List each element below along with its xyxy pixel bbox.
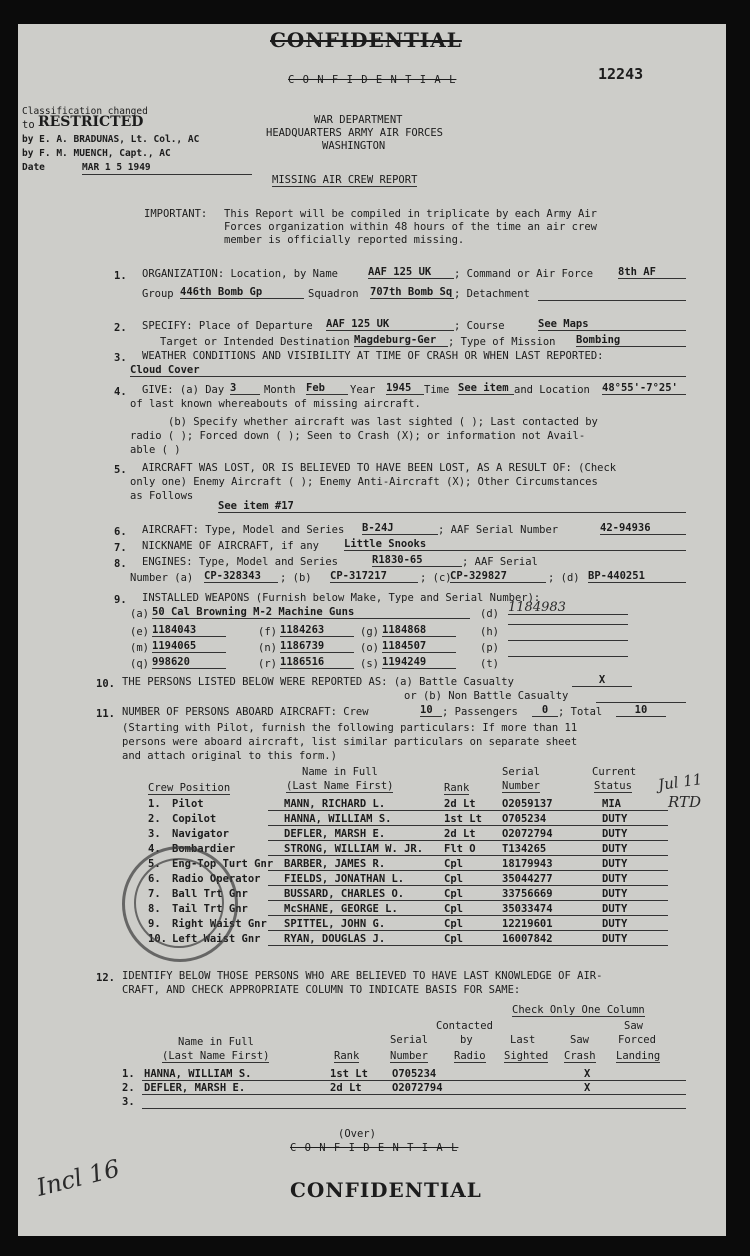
weapon-serial: 1194249 <box>382 656 456 669</box>
handwritten-margin-note: Jul 11 <box>656 770 704 794</box>
crew-status: DUTY <box>602 918 628 930</box>
weapon-slot-label: (g) <box>360 626 379 638</box>
s12-h-radio: Radio <box>454 1050 486 1062</box>
s3-value: Cloud Cover <box>130 364 686 377</box>
crew-name: RYAN, DOUGLAS J. <box>284 933 386 945</box>
s2-target-label: Target or Intended Destination <box>160 336 350 348</box>
crew-serial: O705234 <box>502 813 547 825</box>
s8-aaf-serial-label: ; AAF Serial <box>462 556 538 568</box>
crew-name: SPITTEL, JOHN G. <box>284 918 386 930</box>
crew-rank: 2d Lt <box>444 828 476 840</box>
s1-location: AAF 125 UK <box>368 266 454 279</box>
crew-number: 9. <box>148 918 161 930</box>
s4-line-3: (b) Specify whether aircraft was last sighted ( ); Last contacted by <box>168 416 598 428</box>
crew-name: DEFLER, MARSH E. <box>284 828 386 840</box>
s6-serial: 42-94936 <box>600 522 686 535</box>
s12-h-saw-forced-1: Saw <box>624 1020 643 1032</box>
s9-d-value: 1184983 <box>508 602 628 615</box>
crew-row-rule <box>268 900 668 901</box>
crew-status: DUTY <box>602 858 628 870</box>
crew-serial: 35044277 <box>502 873 553 885</box>
crew-name: BUSSARD, CHARLES O. <box>284 888 405 900</box>
crew-position: Eng-Top Turt Gnr <box>172 858 274 870</box>
witness-rank: 2d Lt <box>330 1082 362 1094</box>
crew-name: McSHANE, GEORGE L. <box>284 903 398 915</box>
weapon-serial: 1184043 <box>152 624 226 637</box>
s9-a-value: 50 Cal Browning M-2 Machine Guns <box>152 606 470 619</box>
s2-mission: Bombing <box>576 334 686 347</box>
crew-status: MIA <box>602 798 621 810</box>
crew-status: DUTY <box>602 828 628 840</box>
confidential-bottom: CONFIDENTIAL <box>290 1178 482 1202</box>
s2-departure: AAF 125 UK <box>326 318 454 331</box>
crew-row-rule <box>268 945 668 946</box>
s12-line-1: IDENTIFY BELOW THOSE PERSONS WHO ARE BELIEVED TO HAVE LAST KNOWLEDGE OF AIR- <box>122 970 603 982</box>
crew-name: HANNA, WILLIAM S. <box>284 813 392 825</box>
washington: WASHINGTON <box>322 140 386 152</box>
witness-serial: O705234 <box>392 1068 437 1080</box>
s5-number: 5. <box>114 464 127 476</box>
s12-h-saw-forced-2: Forced <box>618 1034 656 1046</box>
crew-name: STRONG, WILLIAM W. JR. <box>284 843 424 855</box>
s10-line-2: or (b) Non Battle Casualty <box>404 690 569 702</box>
s12-h-name-2: (Last Name First) <box>162 1050 270 1062</box>
s12-check-one: Check Only One Column <box>512 1004 645 1016</box>
s2-course-label: ; Course <box>454 320 505 332</box>
s9-label: INSTALLED WEAPONS (Furnish below Make, Type and Serial Number): <box>142 592 541 604</box>
s8-label: ENGINES: Type, Model and Series <box>142 556 338 568</box>
s8-engine: R1830-65 <box>372 554 462 567</box>
witness-number: 3. <box>122 1096 135 1108</box>
s12-h-last: Last <box>510 1034 536 1046</box>
weapon-serial: 1194065 <box>152 640 226 653</box>
crew-name: MANN, RICHARD L. <box>284 798 386 810</box>
crew-status: DUTY <box>602 843 628 855</box>
document-page <box>18 24 726 1236</box>
crew-row-rule <box>268 855 668 856</box>
s11-line-3: persons were aboard aircraft, list similar particulars on separate sheet <box>122 736 578 748</box>
crew-number: 4. <box>148 843 161 855</box>
s3-number: 3. <box>114 352 127 364</box>
crew-status: DUTY <box>602 873 628 885</box>
classification-by-2: by F. M. MUENCH, Capt., AC <box>22 148 171 159</box>
crew-header-name-2: (Last Name First) <box>286 780 394 792</box>
s4-line-2: of last known whereabouts of missing aircraft. <box>130 398 421 410</box>
weapon-slot-label: (r) <box>258 658 277 670</box>
s10-nonbattle-line <box>596 702 686 703</box>
s10-line-1: THE PERSONS LISTED BELOW WERE REPORTED AS: (a) Battle Casualty <box>122 676 514 688</box>
s6-number: 6. <box>114 526 127 538</box>
s8-engine-c: CP-329827 <box>450 570 546 583</box>
s12-h-saw: Saw <box>570 1034 589 1046</box>
s10-battle-casualty: X <box>572 674 632 687</box>
s2-number: 2. <box>114 322 127 334</box>
s8-number-label: Number (a) <box>130 572 194 584</box>
s12-h-sighted: Sighted <box>504 1050 549 1062</box>
s1-detachment-label: ; Detachment <box>454 288 530 300</box>
s12-h-name-1: Name in Full <box>178 1036 254 1048</box>
weapon-serial <box>508 656 628 657</box>
crew-number: 1. <box>148 798 161 810</box>
important-line-3: member is officially reported missing. <box>224 234 465 246</box>
important-label: IMPORTANT: <box>144 208 208 220</box>
crew-row-rule <box>268 810 668 811</box>
weapon-serial: 1184263 <box>280 624 354 637</box>
s1-command-label: ; Command or Air Force <box>454 268 594 280</box>
classification-to-label: to <box>22 119 35 131</box>
s11-total-label: ; Total <box>558 706 603 718</box>
weapon-serial: 1186739 <box>280 640 354 653</box>
s6-serial-label: ; AAF Serial Number <box>438 524 559 536</box>
s11-passengers: 0 <box>532 704 558 717</box>
classification-changed: Classification changed <box>22 106 148 117</box>
crew-position: Copilot <box>172 813 217 825</box>
witness-row-rule <box>142 1080 686 1081</box>
s3-label: WEATHER CONDITIONS AND VISIBILITY AT TIME OF CRASH OR WHEN LAST REPORTED: <box>142 350 604 362</box>
crew-row-rule <box>268 930 668 931</box>
weapon-slot-label: (m) <box>130 642 149 654</box>
s4-number: 4. <box>114 386 127 398</box>
crew-number: 5. <box>148 858 161 870</box>
s1-squadron-label: Squadron <box>308 288 359 300</box>
s4-line-5: able ( ) <box>130 444 181 456</box>
crew-serial: 33756669 <box>502 888 553 900</box>
crew-row-rule <box>268 885 668 886</box>
s11-number: 11. <box>96 708 115 720</box>
crew-rank: 1st Lt <box>444 813 482 825</box>
s8-b-label: ; (b) <box>280 572 312 584</box>
s1-group-label: Group <box>142 288 174 300</box>
witness-name: DEFLER, MARSH E. <box>144 1082 246 1094</box>
crew-serial: O2059137 <box>502 798 553 810</box>
s1-group: 446th Bomb Gp <box>180 286 304 299</box>
s4-location: 48°55'-7°25' <box>602 382 686 395</box>
weapon-serial: 1184868 <box>382 624 456 637</box>
s2-departure-label: SPECIFY: Place of Departure <box>142 320 313 332</box>
s8-c-label: ; (c) <box>420 572 452 584</box>
witness-name: HANNA, WILLIAM S. <box>144 1068 252 1080</box>
witness-rank: 1st Lt <box>330 1068 368 1080</box>
s1-command: 8th AF <box>618 266 686 279</box>
s9-number: 9. <box>114 594 127 606</box>
weapon-slot-label: (p) <box>480 642 499 654</box>
crew-row-rule <box>268 840 668 841</box>
crew-rank: Flt O <box>444 843 476 855</box>
witness-serial: O2072794 <box>392 1082 443 1094</box>
s4-year-label: Year <box>350 384 376 396</box>
s9-d-label: (d) <box>480 608 499 620</box>
official-stamp-inner <box>134 858 224 948</box>
s6-type: B-24J <box>362 522 438 535</box>
s11-line-2: (Starting with Pilot, furnish the following particulars: If more than 11 <box>122 722 578 734</box>
s5-value: See item #17 <box>218 500 686 513</box>
witness-row-rule <box>142 1108 686 1109</box>
crew-rank: Cpl <box>444 903 463 915</box>
s11-total: 10 <box>616 704 666 717</box>
report-title: MISSING AIR CREW REPORT <box>272 174 418 186</box>
crew-name: FIELDS, JONATHAN L. <box>284 873 405 885</box>
crew-header-name-1: Name in Full <box>302 766 378 778</box>
weapon-serial: 998620 <box>152 656 226 669</box>
crew-rank: Cpl <box>444 918 463 930</box>
s7-value: Little Snooks <box>344 538 686 551</box>
crew-serial: 16007842 <box>502 933 553 945</box>
confidential-top-struck: CONFIDENTIAL <box>270 28 462 52</box>
crew-number: 6. <box>148 873 161 885</box>
handwritten-rtd: RTD <box>668 793 702 811</box>
s8-engine-a: CP-328343 <box>204 570 278 583</box>
important-line-2: Forces organization within 48 hours of the time an air crew <box>224 221 597 233</box>
crew-number: 7. <box>148 888 161 900</box>
s1-org-label: ORGANIZATION: Location, by Name <box>142 268 338 280</box>
over-label: (Over) <box>338 1128 376 1140</box>
s4-time-label: Time <box>424 384 450 396</box>
crew-header-serial-2: Number <box>502 780 540 792</box>
crew-header-serial-1: Serial <box>502 766 540 778</box>
s1-detachment-line <box>538 300 686 301</box>
crew-serial: 18179943 <box>502 858 553 870</box>
crew-number: 2. <box>148 813 161 825</box>
weapon-serial <box>508 640 628 641</box>
crew-status: DUTY <box>602 933 628 945</box>
witness-number: 1. <box>122 1068 135 1080</box>
crew-name: BARBER, JAMES R. <box>284 858 386 870</box>
witness-saw-crash: X <box>584 1082 591 1094</box>
s11-line-4: and attach original to this form.) <box>122 750 337 762</box>
weapon-slot-label: (o) <box>360 642 379 654</box>
s12-h-rank: Rank <box>334 1050 360 1062</box>
s8-engine-d: BP-440251 <box>588 570 686 583</box>
crew-position: Pilot <box>172 798 204 810</box>
crew-number: 10. <box>148 933 167 945</box>
s7-number: 7. <box>114 542 127 554</box>
classification-date-label: Date <box>22 162 45 173</box>
weapon-slot-label: (f) <box>258 626 277 638</box>
struck-classification: C O N F I D E N T I A L <box>288 74 457 86</box>
s12-h-by: by <box>460 1034 473 1046</box>
weapon-slot-label: (e) <box>130 626 149 638</box>
s1-squadron: 707th Bomb Sq <box>370 286 453 298</box>
s4-give-label: GIVE: (a) Day <box>142 384 225 396</box>
s5-line-3: as Follows <box>130 490 194 502</box>
s4-month-label: Month <box>264 384 296 396</box>
s12-h-serial-2: Number <box>390 1050 428 1062</box>
crew-serial: O2072794 <box>502 828 553 840</box>
crew-row-rule <box>268 825 668 826</box>
s12-h-landing: Landing <box>616 1050 661 1062</box>
crew-position: Navigator <box>172 828 229 840</box>
s11-passengers-label: ; Passengers <box>442 706 518 718</box>
crew-rank: Cpl <box>444 858 463 870</box>
s4-time: See item <box>458 382 514 395</box>
crew-number: 8. <box>148 903 161 915</box>
report-number: 12243 <box>598 65 644 83</box>
weapon-slot-label: (t) <box>480 658 499 670</box>
s6-label: AIRCRAFT: Type, Model and Series <box>142 524 345 536</box>
s12-number: 12. <box>96 972 115 984</box>
s2-course: See Maps <box>538 318 686 331</box>
weapon-slot-label: (q) <box>130 658 149 670</box>
s7-label: NICKNAME OF AIRCRAFT, if any <box>142 540 320 552</box>
crew-status: DUTY <box>602 888 628 900</box>
crew-number: 3. <box>148 828 161 840</box>
crew-rank: Cpl <box>444 873 463 885</box>
s10-number: 10. <box>96 678 115 690</box>
s12-h-crash: Crash <box>564 1050 596 1062</box>
crew-row-rule <box>268 870 668 871</box>
crew-rank: 2d Lt <box>444 798 476 810</box>
weapon-slot-label: (s) <box>360 658 379 670</box>
s8-number: 8. <box>114 558 127 570</box>
witness-row-rule <box>142 1094 686 1095</box>
weapon-serial: 1186516 <box>280 656 354 669</box>
classification-restricted: RESTRICTED <box>38 114 144 130</box>
important-line-1: This Report will be compiled in triplicate by each Army Air <box>224 208 597 220</box>
s4-line-4: radio ( ); Forced down ( ); Seen to Crash (X); or information not Avail- <box>130 430 586 442</box>
crew-position: Left Waist Gnr <box>172 933 261 945</box>
weapon-slot-label: (n) <box>258 642 277 654</box>
witness-saw-crash: X <box>584 1068 591 1080</box>
crew-position: Radio Operator <box>172 873 261 885</box>
crew-header-position: Crew Position <box>148 782 231 794</box>
s5-line-2: only one) Enemy Aircraft ( ); Enemy Anti-Aircraft (X); Other Circumstances <box>130 476 598 488</box>
crew-position: Right Waist Gnr <box>172 918 267 930</box>
classification-date-value: MAR 1 5 1949 <box>82 162 252 175</box>
s11-crew: 10 <box>420 704 442 717</box>
weapon-slot-label: (h) <box>480 626 499 638</box>
crew-status: DUTY <box>602 813 628 825</box>
s4-day: 3 <box>230 382 260 395</box>
s12-line-2: CRAFT, AND CHECK APPROPRIATE COLUMN TO INDICATE BASIS FOR SAME: <box>122 984 521 996</box>
s2-target: Magdeburg-Ger <box>354 334 448 347</box>
s4-location-label: and Location <box>514 384 590 396</box>
handwritten-incl: Incl 16 <box>33 1154 123 1202</box>
s9-a-label: (a) <box>130 608 149 620</box>
crew-status: DUTY <box>602 903 628 915</box>
crew-serial: 12219601 <box>502 918 553 930</box>
hq-aaf: HEADQUARTERS ARMY AIR FORCES <box>266 127 444 139</box>
war-department: WAR DEPARTMENT <box>314 114 403 126</box>
crew-serial: T134265 <box>502 843 547 855</box>
weapon-serial <box>508 624 628 625</box>
s2-mission-label: ; Type of Mission <box>448 336 556 348</box>
classification-by-1: by E. A. BRADUNAS, Lt. Col., AC <box>22 134 200 145</box>
s8-engine-b: CP-317217 <box>330 570 418 583</box>
crew-serial: 35033474 <box>502 903 553 915</box>
s4-month: Feb <box>306 382 348 395</box>
crew-header-status-1: Current <box>592 766 637 778</box>
s5-line-1: AIRCRAFT WAS LOST, OR IS BELIEVED TO HAVE BEEN LOST, AS A RESULT OF: (Check <box>142 462 617 474</box>
crew-rank: Cpl <box>444 933 463 945</box>
s11-persons-label: NUMBER OF PERSONS ABOARD AIRCRAFT: Crew <box>122 706 369 718</box>
crew-header-rank: Rank <box>444 782 470 794</box>
crew-rank: Cpl <box>444 888 463 900</box>
crew-position: Tail Trt Gnr <box>172 903 248 915</box>
footer-struck: C O N F I D E N T I A L <box>290 1142 459 1154</box>
s1-number: 1. <box>114 270 127 282</box>
s12-h-serial-1: Serial <box>390 1034 428 1046</box>
crew-header-status-2: Status <box>594 780 632 792</box>
weapon-serial: 1184507 <box>382 640 456 653</box>
crew-row-rule <box>268 915 668 916</box>
witness-number: 2. <box>122 1082 135 1094</box>
crew-position: Bombardier <box>172 843 236 855</box>
s8-d-label: ; (d) <box>548 572 580 584</box>
s4-year: 1945 <box>386 382 424 395</box>
crew-position: Ball Trt Gnr <box>172 888 248 900</box>
s12-h-contacted: Contacted <box>436 1020 493 1032</box>
